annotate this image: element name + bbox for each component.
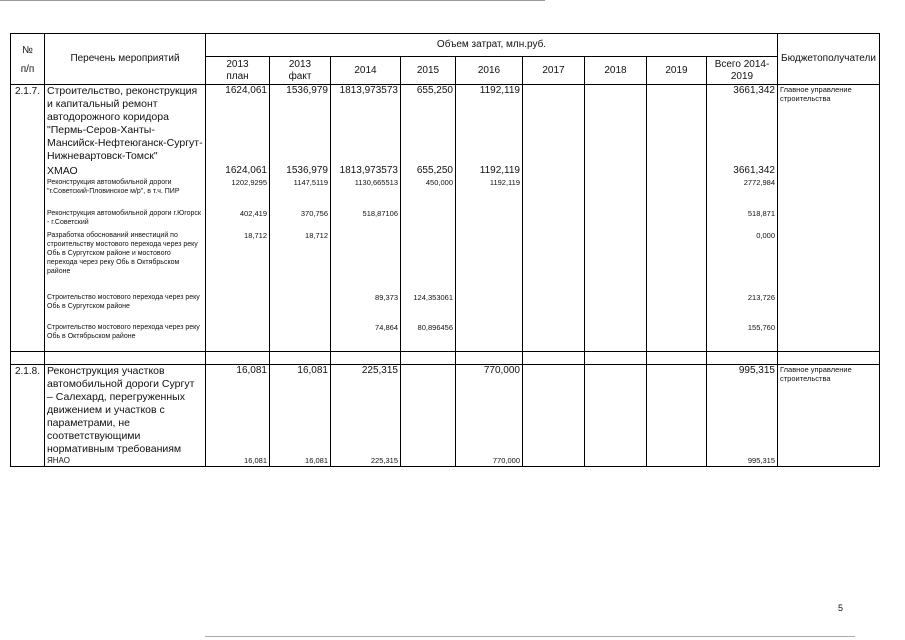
sub-value <box>585 323 647 352</box>
value-2018 <box>585 85 647 166</box>
value-total: 995,315 <box>707 365 778 457</box>
scan-edge-top <box>0 0 545 4</box>
region-value <box>647 165 707 178</box>
value-2015: 655,250 <box>401 85 456 166</box>
sub-value <box>585 209 647 231</box>
table-row-2-1-7 <box>11 85 880 166</box>
sub-value: 124,353061 <box>401 293 456 323</box>
region-value: 1624,061 <box>206 165 270 178</box>
region-value: 995,315 <box>707 456 778 467</box>
region-value: 770,000 <box>456 456 523 467</box>
value-2013-fact: 16,081 <box>270 365 331 457</box>
sub-value: 518,871 <box>707 209 778 231</box>
header-volume: Объем затрат, млн.руб. <box>206 34 778 57</box>
header-year-2015: 2015 <box>401 57 456 85</box>
sub-value <box>523 231 585 293</box>
sub-value <box>523 323 585 352</box>
sub-value <box>270 293 331 323</box>
sub-value <box>206 293 270 323</box>
sub-item-title: Реконструкция автомобильной дороги г.Югорск - г.Советский <box>45 209 206 231</box>
sub-value: 74,864 <box>331 323 401 352</box>
value-2016: 1192,119 <box>456 85 523 166</box>
table-row-region <box>11 165 880 178</box>
header-recipients: Бюджетополучатели <box>778 34 880 85</box>
sub-value: 1202,9295 <box>206 178 270 209</box>
page-number: 5 <box>838 603 844 613</box>
sub-value: 155,760 <box>707 323 778 352</box>
sub-value <box>585 178 647 209</box>
item-recipient: Главное управление строительства <box>778 365 880 457</box>
sub-value <box>456 323 523 352</box>
header-pp: п/п <box>11 57 45 85</box>
sub-value: 0,000 <box>707 231 778 293</box>
value-2013-plan: 1624,061 <box>206 85 270 166</box>
region-value: 1192,119 <box>456 165 523 178</box>
value-2014: 225,315 <box>331 365 401 457</box>
sub-value <box>206 323 270 352</box>
header-year-2018: 2018 <box>585 57 647 85</box>
region-value: 225,315 <box>331 456 401 467</box>
value-2014: 1813,973573 <box>331 85 401 166</box>
header-activities: Перечень мероприятий <box>45 34 206 85</box>
value-2017 <box>523 365 585 457</box>
header-num: № <box>11 34 45 57</box>
table-row-sub <box>11 293 880 323</box>
sub-value: 1130,665513 <box>331 178 401 209</box>
value-2013-plan: 16,081 <box>206 365 270 457</box>
sub-value <box>585 231 647 293</box>
sub-value <box>456 231 523 293</box>
sub-value <box>456 293 523 323</box>
sub-value <box>523 178 585 209</box>
table-row-sub <box>11 323 880 352</box>
value-2016: 770,000 <box>456 365 523 457</box>
region-label: ХМАО <box>45 165 206 178</box>
sub-item-title: Реконструкция автомобильной дороги "г.Советский-Пловинское м/р", в т.ч. ПИР <box>45 178 206 209</box>
sub-value: 518,87106 <box>331 209 401 231</box>
budget-table <box>10 33 880 467</box>
region-value: 16,081 <box>270 456 331 467</box>
sub-value: 450,000 <box>401 178 456 209</box>
table-row-gap <box>11 352 880 365</box>
item-recipient: Главное управление строительства <box>778 85 880 166</box>
header-year-2017: 2017 <box>523 57 585 85</box>
value-2019 <box>647 365 707 457</box>
sub-item-title: Строительство мостового перехода через реку Обь в Октябрьском районе <box>45 323 206 352</box>
value-2018 <box>585 365 647 457</box>
item-title: Реконструкция участков автомобильной дороги Сургут – Салехард, перегруженных движением и участков с параметрами, не соответствующими нормативным требованиям <box>45 365 206 457</box>
header-year-2013-plan: 2013 план <box>206 57 270 85</box>
sub-value <box>401 231 456 293</box>
sub-value <box>647 231 707 293</box>
value-2019 <box>647 85 707 166</box>
region-value <box>401 456 456 467</box>
sub-value <box>270 323 331 352</box>
header-year-2016: 2016 <box>456 57 523 85</box>
sub-item-title: Строительство мостового перехода через реку Обь в Сургутском районе <box>45 293 206 323</box>
value-total: 3661,342 <box>707 85 778 166</box>
sub-value <box>585 293 647 323</box>
sub-value: 370,756 <box>270 209 331 231</box>
scan-edge-bottom <box>205 636 855 638</box>
region-value <box>523 165 585 178</box>
sub-value <box>647 209 707 231</box>
value-2015 <box>401 365 456 457</box>
region-value <box>647 456 707 467</box>
sub-value: 2772,984 <box>707 178 778 209</box>
sub-value: 402,419 <box>206 209 270 231</box>
table-row-sub <box>11 178 880 209</box>
table-row-2-1-8 <box>11 365 880 457</box>
region-value <box>523 456 585 467</box>
item-title: Строительство, реконструкция и капитальный ремонт автодорожного коридора "Пермь-Серов-Ханты-Мансийск-Нефтеюганск-Сургут-Нижневартовск-Томск" <box>45 85 206 166</box>
sub-value <box>647 178 707 209</box>
region-value: 1536,979 <box>270 165 331 178</box>
header-year-2019: 2019 <box>647 57 707 85</box>
header-total: Всего 2014- 2019 <box>707 57 778 85</box>
region-value: 1813,973573 <box>331 165 401 178</box>
sub-value: 1192,119 <box>456 178 523 209</box>
sub-value <box>331 231 401 293</box>
sub-value <box>401 209 456 231</box>
header-year-2013-fact: 2013 факт <box>270 57 331 85</box>
sub-item-title: Разработка обоснований инвестиций по строительству мостового перехода через реку Обь в Сургутском районе и мостового перехода через реку Обь в Октябрьском районе <box>45 231 206 293</box>
sub-value <box>647 293 707 323</box>
sub-value <box>523 293 585 323</box>
region-value: 655,250 <box>401 165 456 178</box>
item-code: 2.1.8. <box>11 365 45 457</box>
sub-value: 18,712 <box>270 231 331 293</box>
sub-value: 80,896456 <box>401 323 456 352</box>
sub-value: 213,726 <box>707 293 778 323</box>
region-label: ЯНАО <box>45 456 206 467</box>
sub-value <box>456 209 523 231</box>
sub-value: 18,712 <box>206 231 270 293</box>
sub-value <box>647 323 707 352</box>
table-row-region <box>11 456 880 467</box>
budget-table-page <box>10 33 880 467</box>
item-code: 2.1.7. <box>11 85 45 166</box>
table-row-sub <box>11 209 880 231</box>
region-value: 16,081 <box>206 456 270 467</box>
value-2017 <box>523 85 585 166</box>
sub-value: 89,373 <box>331 293 401 323</box>
sub-value <box>523 209 585 231</box>
header-year-2014: 2014 <box>331 57 401 85</box>
region-value: 3661,342 <box>707 165 778 178</box>
region-value <box>585 165 647 178</box>
region-value <box>585 456 647 467</box>
sub-value: 1147,5119 <box>270 178 331 209</box>
table-row-sub <box>11 231 880 293</box>
value-2013-fact: 1536,979 <box>270 85 331 166</box>
